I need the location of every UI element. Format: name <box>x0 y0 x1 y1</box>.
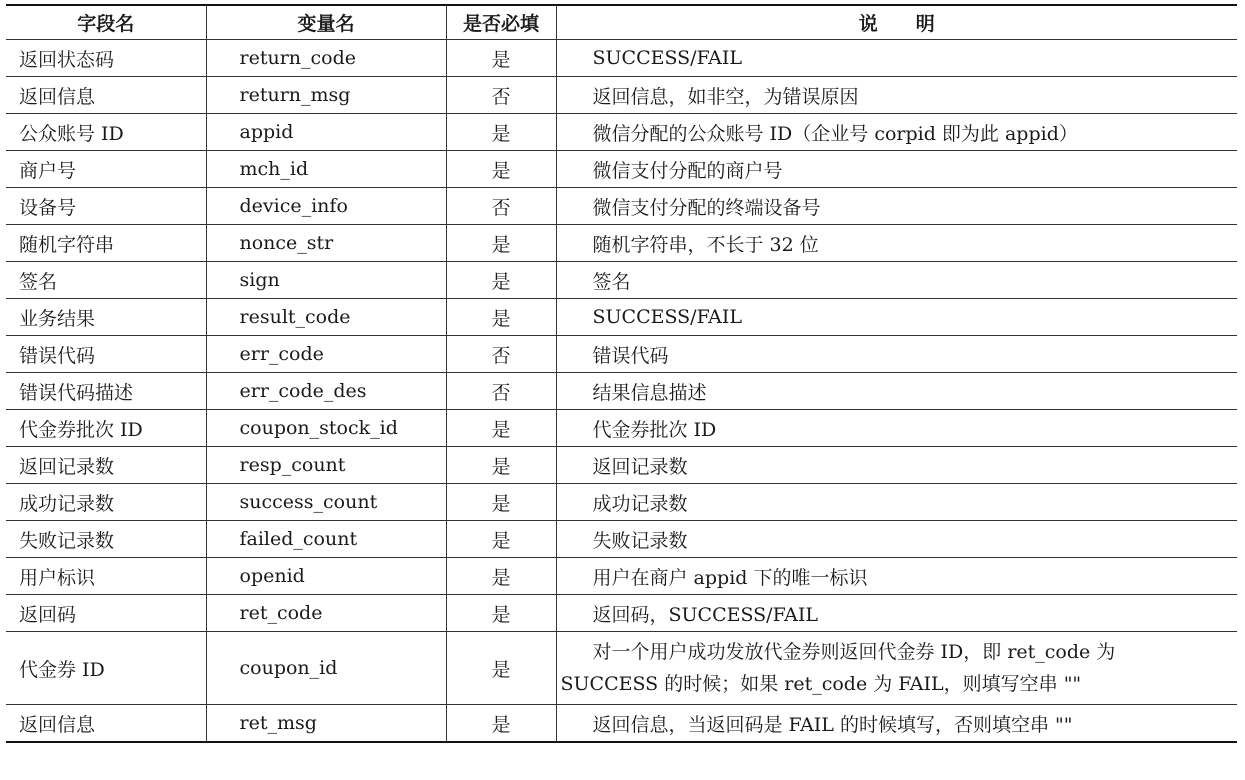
cell-required: 是 <box>446 705 556 743</box>
table-row <box>6 705 1237 743</box>
cell-required: 是 <box>446 262 556 299</box>
cell-required: 否 <box>446 188 556 225</box>
header-variable-name: 变量名 <box>206 5 446 40</box>
cell-variable: return_code <box>206 40 446 77</box>
header-field-name: 字段名 <box>77 13 135 35</box>
cell-description: 成功记录数 <box>556 484 1237 521</box>
cell-required: 否 <box>446 77 556 114</box>
table-row <box>6 521 1237 558</box>
table-row <box>6 447 1237 484</box>
table-row <box>6 595 1237 632</box>
cell-field: 返回信息 <box>6 77 206 114</box>
cell-required: 是 <box>446 484 556 521</box>
cell-description: 返回记录数 <box>556 447 1237 484</box>
cell-description: 失败记录数 <box>556 521 1237 558</box>
cell-description: 随机字符串，不长于 32 位 <box>556 225 1237 262</box>
cell-description <box>556 632 1237 705</box>
cell-description: 返回信息，当返回码是 FAIL 的时候填写，否则填空串 "" <box>556 705 1237 743</box>
cell-variable: coupon_stock_id <box>206 410 446 447</box>
cell-field: 业务结果 <box>6 299 206 336</box>
cell-variable: result_code <box>206 299 446 336</box>
cell-variable: coupon_id <box>206 632 446 705</box>
table-row <box>6 225 1237 262</box>
cell-variable: resp_count <box>206 447 446 484</box>
parameter-table <box>6 4 1237 743</box>
cell-variable: ret_msg <box>206 705 446 743</box>
cell-variable: err_code_des <box>206 373 446 410</box>
cell-field: 用户标识 <box>6 558 206 595</box>
cell-description: 微信支付分配的商户号 <box>556 151 1237 188</box>
table-row <box>6 262 1237 299</box>
header-required: 是否必填 <box>446 5 556 40</box>
cell-field: 成功记录数 <box>6 484 206 521</box>
table-row <box>6 151 1237 188</box>
cell-description: 结果信息描述 <box>556 373 1237 410</box>
table-row <box>6 188 1237 225</box>
header-description: 说 明 <box>556 5 1237 40</box>
cell-variable: return_msg <box>206 77 446 114</box>
cell-required: 是 <box>446 558 556 595</box>
cell-description: SUCCESS/FAIL <box>556 40 1237 77</box>
cell-description: SUCCESS/FAIL <box>556 299 1237 336</box>
cell-variable: nonce_str <box>206 225 446 262</box>
cell-description: 错误代码 <box>556 336 1237 373</box>
cell-required: 是 <box>446 40 556 77</box>
table-row <box>6 114 1237 151</box>
cell-field: 随机字符串 <box>6 225 206 262</box>
table-row <box>6 373 1237 410</box>
cell-required: 是 <box>446 299 556 336</box>
cell-field: 公众账号 ID <box>6 114 206 151</box>
cell-field: 返回信息 <box>6 705 206 743</box>
cell-field: 错误代码描述 <box>6 373 206 410</box>
cell-description: 签名 <box>556 262 1237 299</box>
cell-field: 返回码 <box>6 595 206 632</box>
cell-field: 代金券 ID <box>6 632 206 705</box>
cell-required: 是 <box>446 114 556 151</box>
cell-required: 是 <box>446 225 556 262</box>
table-row <box>6 558 1237 595</box>
table-row <box>6 299 1237 336</box>
description-line: SUCCESS 的时候；如果 ret_code 为 FAIL，则填写空串 "" <box>560 673 1082 695</box>
table-row <box>6 410 1237 447</box>
cell-field: 返回记录数 <box>6 447 206 484</box>
cell-variable: ret_code <box>206 595 446 632</box>
cell-variable: failed_count <box>206 521 446 558</box>
cell-variable: openid <box>206 558 446 595</box>
cell-variable: sign <box>206 262 446 299</box>
cell-required: 是 <box>446 151 556 188</box>
cell-variable: mch_id <box>206 151 446 188</box>
table-row <box>6 632 1237 705</box>
cell-field: 代金券批次 ID <box>6 410 206 447</box>
cell-required: 否 <box>446 336 556 373</box>
cell-field: 失败记录数 <box>6 521 206 558</box>
table-row <box>6 40 1237 77</box>
table-header-row <box>6 5 1237 40</box>
cell-required: 是 <box>446 595 556 632</box>
table-row <box>6 77 1237 114</box>
cell-description: 返回码，SUCCESS/FAIL <box>556 595 1237 632</box>
cell-description: 微信支付分配的终端设备号 <box>556 188 1237 225</box>
cell-variable: appid <box>206 114 446 151</box>
cell-required: 是 <box>446 521 556 558</box>
cell-field: 错误代码 <box>6 336 206 373</box>
cell-required: 是 <box>446 410 556 447</box>
cell-description: 用户在商户 appid 下的唯一标识 <box>556 558 1237 595</box>
table-row <box>6 484 1237 521</box>
cell-description: 返回信息，如非空，为错误原因 <box>556 77 1237 114</box>
cell-field: 签名 <box>6 262 206 299</box>
cell-field: 设备号 <box>6 188 206 225</box>
cell-required: 是 <box>446 447 556 484</box>
cell-required: 是 <box>446 632 556 705</box>
cell-variable: err_code <box>206 336 446 373</box>
table-row <box>6 336 1237 373</box>
description-line: 对一个用户成功发放代金券则返回代金券 ID，即 ret_code 为 <box>592 641 1116 663</box>
cell-variable: device_info <box>206 188 446 225</box>
cell-description: 代金券批次 ID <box>556 410 1237 447</box>
cell-description: 微信分配的公众账号 ID（企业号 corpid 即为此 appid） <box>556 114 1237 151</box>
parameter-table-container <box>6 4 1237 743</box>
cell-field: 商户号 <box>6 151 206 188</box>
cell-field: 返回状态码 <box>6 40 206 77</box>
cell-variable: success_count <box>206 484 446 521</box>
cell-required: 否 <box>446 373 556 410</box>
